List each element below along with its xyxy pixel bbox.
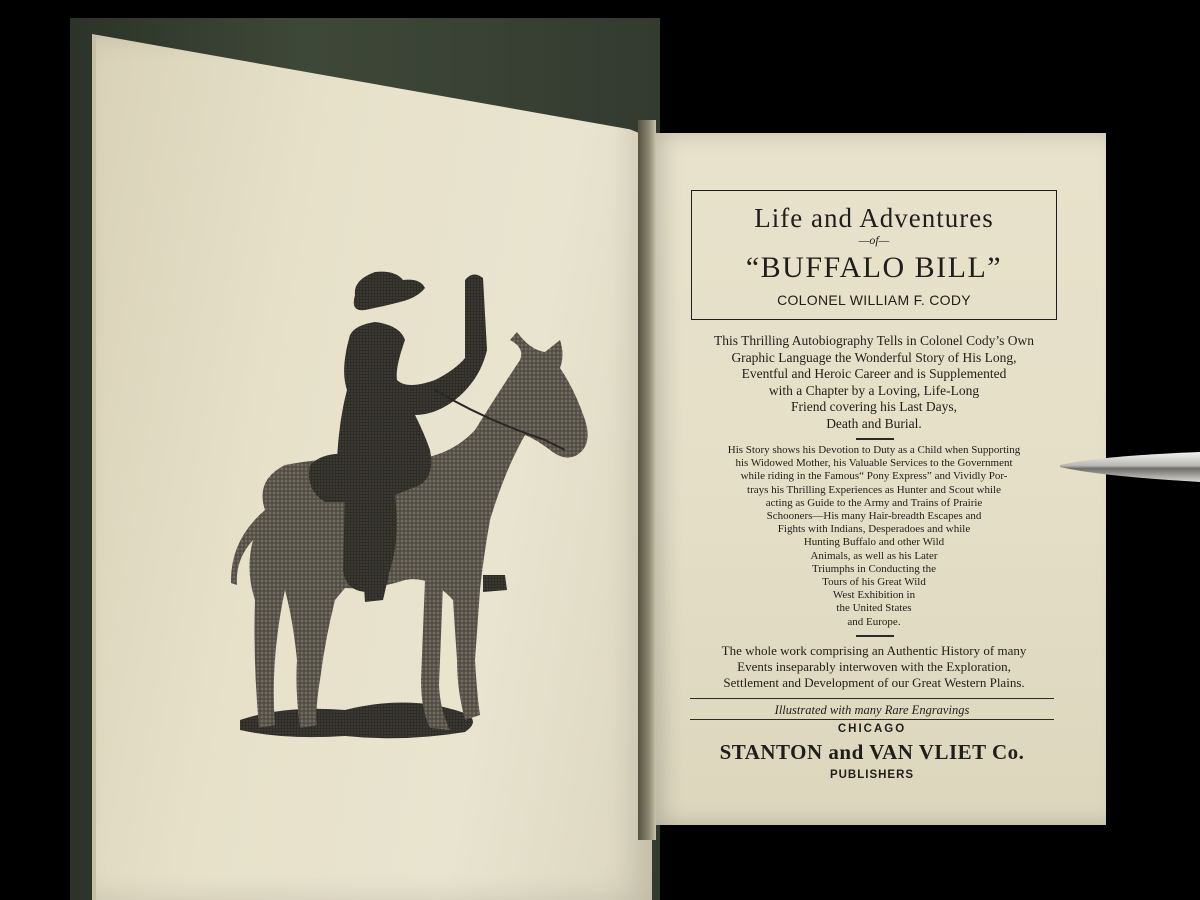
description-paragraph-1	[688, 333, 1060, 433]
divider	[690, 719, 1054, 720]
book-title-line: Life and Adventures	[754, 203, 994, 233]
metal-pointer-tip-icon	[1058, 448, 1200, 488]
text-line: Events inseparably interwoven with the Exploration,	[737, 659, 1011, 674]
divider	[690, 698, 1054, 699]
text-line: his Widowed Mother, his Valuable Services to the Government	[735, 457, 1013, 470]
text-line: Triumphs in Conducting the	[812, 562, 936, 575]
text-line: with a Chapter by a Loving, Life-Long	[768, 382, 980, 398]
text-line: Graphic Language the Wonderful Story of His Long,	[731, 349, 1017, 365]
text-line: Animals, as well as his Later	[810, 549, 938, 562]
publisher-name: STANTON and VAN VLIET Co.	[719, 740, 1025, 764]
text-line: Friend covering his Last Days,	[790, 399, 958, 415]
text-line: Fights with Indians, Desperadoes and while	[777, 523, 971, 536]
title-box	[691, 190, 1057, 320]
publisher-city: CHICAGO	[837, 723, 907, 735]
title-of: —of—	[858, 233, 890, 247]
text-line: Settlement and Development of our Great Western Plains.	[723, 675, 1025, 690]
author-name: COLONEL WILLIAM F. CODY	[777, 292, 971, 308]
divider	[856, 438, 894, 440]
text-line: This Thrilling Autobiography Tells in Colonel Cody’s Own	[714, 333, 1034, 348]
book-title-main: “BUFFALO BILL”	[745, 251, 1003, 284]
book-gutter	[638, 120, 656, 840]
text-line: Schooners—His many Hair-breadth Escapes and	[766, 510, 982, 523]
publishers-label: PUBLISHERS	[829, 769, 915, 781]
text-line: Tours of his Great Wild	[822, 576, 926, 589]
illustrated-note: Illustrated with many Rare Engravings	[774, 703, 970, 717]
text-line: the United States	[836, 602, 912, 615]
text-line: His Story shows his Devotion to Duty as a Child when Supporting	[727, 444, 1021, 456]
text-line: while riding in the Famous“ Pony Express” and Vividly Por-	[740, 470, 1008, 483]
text-line: Eventful and Heroic Career and is Supplemented	[741, 366, 1007, 382]
description-paragraph-2	[688, 444, 1060, 629]
divider	[856, 635, 894, 637]
text-line: Hunting Buffalo and other Wild	[803, 536, 945, 549]
text-line: and Europe.	[847, 615, 901, 628]
text-line: The whole work comprising an Authentic History of many	[721, 643, 1027, 658]
description-paragraph-3	[688, 643, 1060, 691]
text-line: acting as Guide to the Army and Trains of Prairie	[765, 496, 983, 509]
text-line: Death and Burial.	[826, 415, 922, 431]
text-line: West Exhibition in	[832, 589, 916, 602]
cowboy-on-horse-engraving-icon	[225, 240, 605, 760]
text-line: trays his Thrilling Experiences as Hunter and Scout while	[747, 483, 1001, 496]
